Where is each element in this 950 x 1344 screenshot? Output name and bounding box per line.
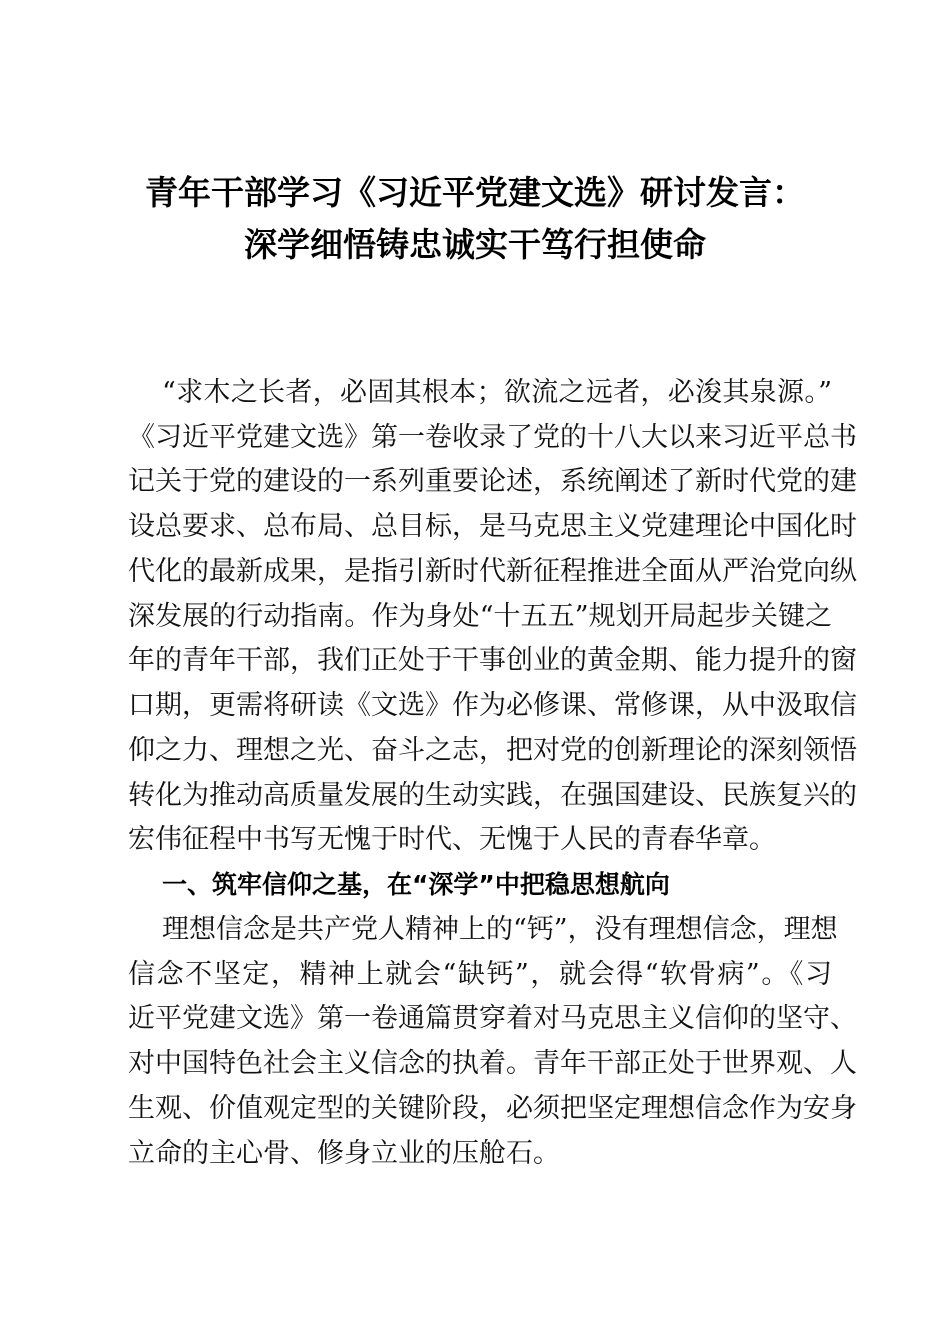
intro-line: 记关于党的建设的一系列重要论述，系统阐述了新时代党的建: [128, 466, 857, 497]
section-1-line: 信念不坚定，精神上就会“缺钙”，就会得“软骨病”。《习: [128, 959, 832, 990]
intro-line: 转化为推动高质量发展的生动实践，在强国建设、民族复兴的: [128, 780, 857, 811]
intro-line: 口期，更需将研读《文选》作为必修课、常修课，从中汲取信: [128, 690, 857, 721]
intro-line: 宏伟征程中书写无愧于时代、无愧于人民的青春华章。: [128, 824, 776, 855]
section-1-line: 近平党建文选》第一卷通篇贯穿着对马克思主义信仰的坚守、: [128, 1003, 857, 1034]
intro-line: 《习近平党建文选》第一卷收录了党的十八大以来习近平总书: [128, 422, 857, 453]
document-title-line-1: 青年干部学习《习近平党建文选》研讨发言：: [145, 173, 805, 212]
intro-line: “求木之长者，必固其根本；欲流之远者，必浚其泉源。”: [162, 377, 832, 408]
intro-line: 年的青年干部，我们正处于干事创业的黄金期、能力提升的窗: [128, 645, 857, 676]
section-1-heading: 一、筑牢信仰之基，在“深学”中把稳思想航向: [162, 870, 670, 899]
intro-line: 仰之力、理想之光、奋斗之志，把对党的创新理论的深刻领悟: [128, 735, 857, 766]
document-title-line-2: 深学细悟铸忠诚实干笃行担使命: [244, 225, 706, 264]
section-1-line: 理想信念是共产党人精神上的“钙”，没有理想信念，理想: [162, 914, 838, 945]
intro-line: 代化的最新成果，是指引新时代新征程推进全面从严治党向纵: [128, 556, 857, 587]
intro-line: 设总要求、总布局、总目标，是马克思主义党建理论中国化时: [128, 511, 857, 542]
intro-line: 深发展的行动指南。作为身处“十五五”规划开局起步关键之: [128, 601, 832, 632]
section-1-line: 对中国特色社会主义信念的执着。青年干部正处于世界观、人: [128, 1048, 857, 1079]
section-1-line: 立命的主心骨、修身立业的压舱石。: [128, 1138, 560, 1169]
section-1-line: 生观、价值观定型的关键阶段，必须把坚定理想信念作为安身: [128, 1093, 857, 1124]
